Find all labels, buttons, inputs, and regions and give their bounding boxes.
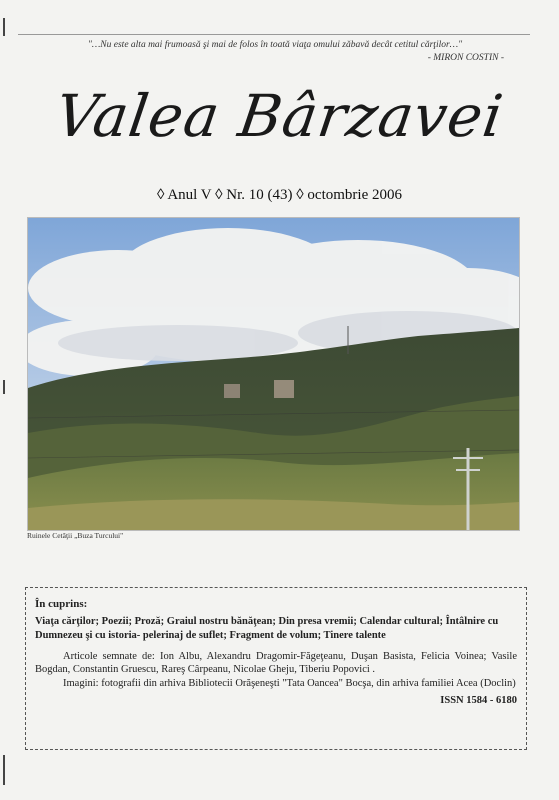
contents-box	[25, 587, 527, 750]
contents-sections: Viaţa cărţilor; Poezii; Proză; Graiul nostru bănăţean; Din presa vremii; Calendar cultural; Întâlnire cu Dumnezeu şi cu istoria- pelerinaj de suflet; Fragment de volum; Tinere talente	[35, 616, 499, 641]
page-edge-mark-top	[3, 18, 5, 36]
contents-authors	[35, 650, 517, 677]
contents-images	[35, 677, 517, 691]
epigraph-top-rule	[18, 34, 530, 35]
epigraph	[40, 39, 510, 65]
issn-number: ISSN 1584 - 6180	[440, 694, 517, 706]
issue-line: ◊ Anul V ◊ Nr. 10 (43) ◊ octombrie 2006	[156, 187, 402, 203]
cover-photo	[27, 217, 520, 531]
contents-images-rest: Acea (Doclin)	[456, 677, 516, 689]
contents-images-lead: Imagini: fotografii din arhiva Bibliotecii Orăşeneşti "Tata Oancea" Bocşa, din arhiva familiei	[63, 677, 454, 689]
masthead-title: Valea Bârzavei	[51, 82, 508, 150]
contents-authors-rest: Vasile Bogdan, Constantin Gruescu, Rareş Cârpeanu, Nicolae Gheju, Tiberiu Popovici .	[35, 650, 517, 676]
photo-caption: Ruinele Cetăţii „Buza Turcului"	[27, 531, 124, 540]
page-edge-mark-bottom	[3, 755, 5, 785]
epigraph-quote: "…Nu este alta mai frumoasă şi mai de folos în toată viaţa omului zăbavă decât cetitul cărţilor…"	[87, 40, 463, 50]
contents-authors-lead: Articole semnate de: Ion Albu, Alexandru Dragomir-Făgeţeanu, Duşan Basista, Felicia Voinea;	[63, 650, 487, 662]
epigraph-author: - MIRON COSTIN -	[427, 52, 504, 63]
page-edge-mark-middle	[3, 380, 5, 394]
contents-heading: În cuprins:	[35, 598, 88, 610]
